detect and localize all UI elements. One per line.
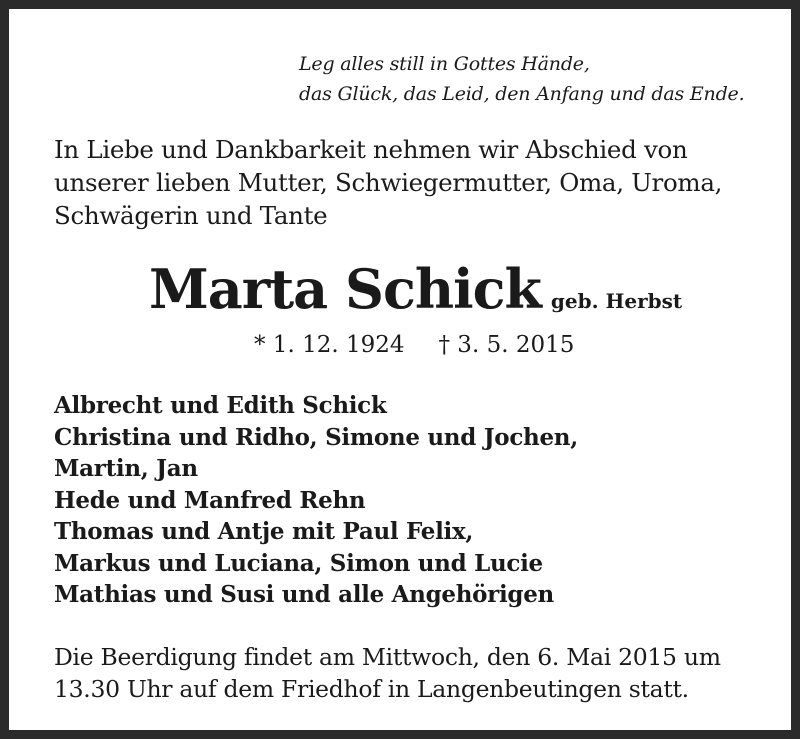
mourner-line: Martin, Jan	[54, 455, 198, 482]
mourner-line: Christina und Ridho, Simone und Jochen,	[54, 423, 578, 451]
intro-line: Schwägerin und Tante	[54, 201, 328, 230]
motto-line: Leg alles still in Gottes Hände,	[299, 53, 590, 75]
funeral-details	[54, 641, 721, 705]
deceased-name: Marta Schick	[149, 257, 541, 321]
motto-verse	[299, 49, 744, 109]
funeral-line: Die Beerdigung findet am Mittwoch, den 6. Mai 2015 um	[54, 643, 721, 671]
death-date: † 3. 5. 2015	[438, 332, 575, 358]
mourner-line: Mathias und Susi und alle Angehörigen	[54, 581, 554, 608]
maiden-name: geb. Herbst	[550, 289, 683, 313]
deceased-name-line	[149, 259, 682, 319]
motto-line: das Glück, das Leid, den Anfang und das Ende.	[299, 83, 745, 105]
mourner-line: Albrecht und Edith Schick	[54, 392, 387, 419]
intro-text	[54, 133, 722, 232]
intro-line: In Liebe und Dankbarkeit nehmen wir Abschied von	[54, 135, 688, 164]
mourner-line: Hede und Manfred Rehn	[54, 486, 366, 514]
mourner-line: Thomas und Antje mit Paul Felix,	[54, 518, 474, 545]
birth-date: * 1. 12. 1924	[254, 332, 405, 358]
mourners-list	[54, 390, 578, 611]
funeral-line: 13.30 Uhr auf dem Friedhof in Langenbeutingen statt.	[54, 675, 689, 703]
life-dates	[254, 330, 574, 360]
intro-line: unserer lieben Mutter, Schwiegermutter, Oma, Uroma,	[54, 168, 723, 197]
mourner-line: Markus und Luciana, Simon und Lucie	[54, 549, 543, 577]
